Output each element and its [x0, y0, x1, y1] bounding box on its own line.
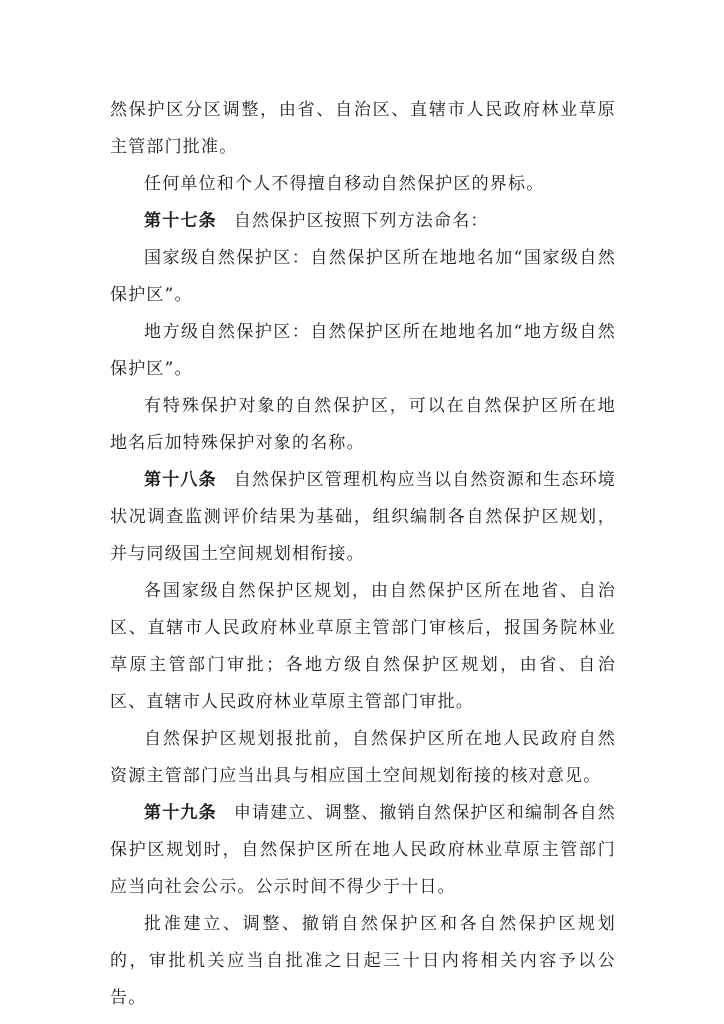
paragraph-4 [110, 240, 616, 314]
paragraph-5 [110, 314, 616, 388]
paragraph-text: 各国家级自然保护区规划，由自然保护区所在地省、自治区、直辖市人民政府林业草原主管部门审核后，报国务院林业草原主管部门审批；各地方级自然保护区规划，由省、自治区、直辖市人民政府林业草原主管部门审批。 [110, 581, 616, 712]
paragraph-text: 任何单位和个人不得擅自移动自然保护区的界标。 [144, 174, 545, 194]
paragraph-text: 批准建立、调整、撤销自然保护区和各自然保护区规划的，审批机关应当自批准之日起三十日内将相关内容予以公告。 [110, 914, 616, 1008]
article-17 [110, 203, 616, 240]
document-page [110, 92, 616, 1017]
paragraph-1 [110, 92, 616, 166]
article-number: 第十七条 [144, 211, 217, 231]
paragraph-8 [110, 573, 616, 721]
paragraph-text: 国家级自然保护区：自然保护区所在地地名加“国家级自然保护区”。 [110, 248, 616, 305]
article-number: 第十八条 [144, 470, 217, 490]
paragraph-text: 然保护区分区调整，由省、自治区、直辖市人民政府林业草原主管部门批准。 [110, 100, 616, 157]
paragraph-text: 有特殊保护对象的自然保护区，可以在自然保护区所在地地名后加特殊保护对象的名称。 [110, 396, 616, 453]
paragraph-text: 地方级自然保护区：自然保护区所在地地名加“地方级自然保护区”。 [110, 322, 616, 379]
paragraph-11 [110, 906, 616, 1017]
paragraph-text: 自然保护区规划报批前，自然保护区所在地人民政府自然资源主管部门应当出具与相应国土空间规划衔接的核对意见。 [110, 729, 616, 786]
paragraph-text: 自然保护区管理机构应当以自然资源和生态环境状况调查监测评价结果为基础，组织编制各自然保护区规划，并与同级国土空间规划相衔接。 [110, 470, 617, 564]
paragraph-text: 自然保护区按照下列方法命名： [233, 211, 489, 231]
paragraph-text: 申请建立、调整、撤销自然保护区和编制各自然保护区规划时，自然保护区所在地人民政府林业草原主管部门应当向社会公示。公示时间不得少于十日。 [110, 803, 617, 897]
article-18 [110, 462, 616, 573]
article-number: 第十九条 [144, 803, 217, 823]
paragraph-9 [110, 721, 616, 795]
paragraph-6 [110, 388, 616, 462]
article-19 [110, 795, 616, 906]
paragraph-2 [110, 166, 616, 203]
